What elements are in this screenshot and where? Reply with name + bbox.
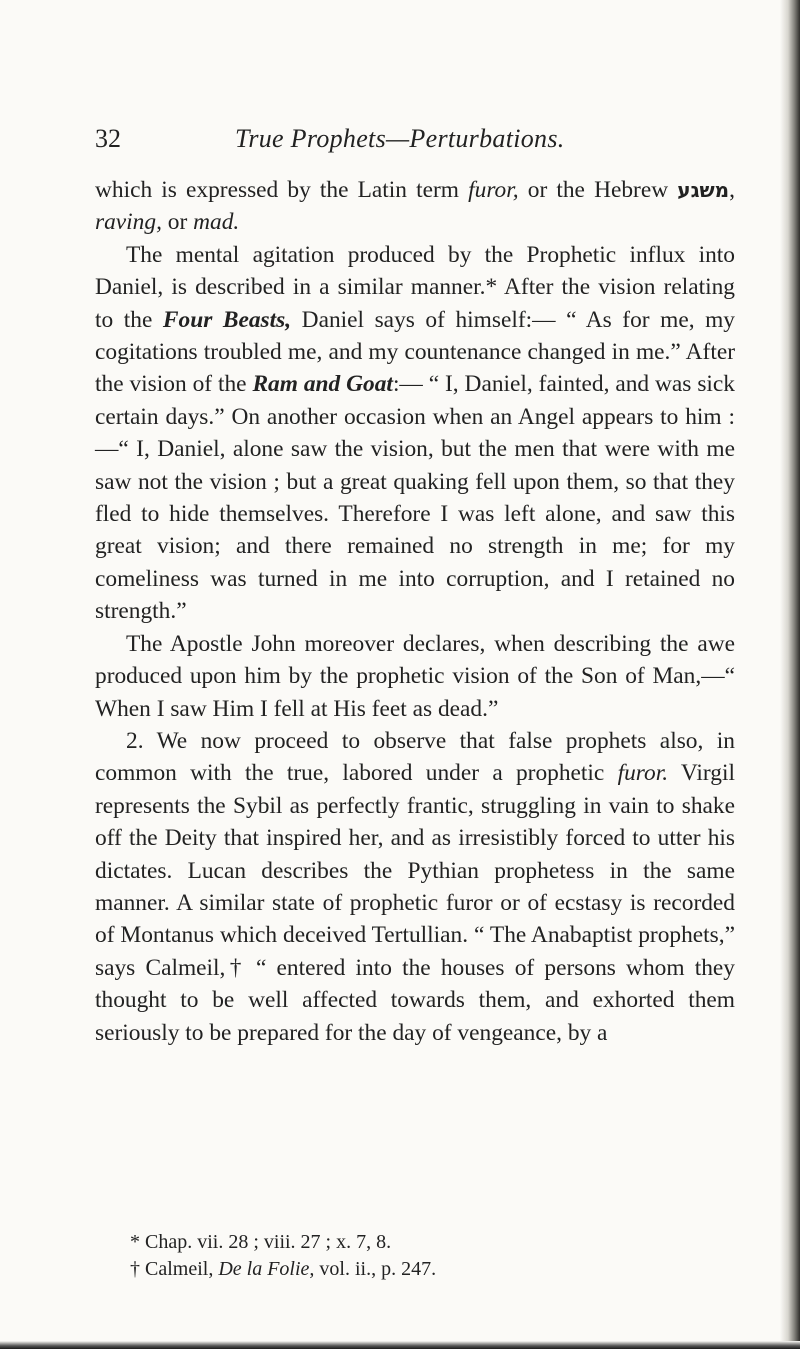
hebrew-word: משגע xyxy=(677,178,730,202)
footnote-1: * Chap. vii. 28 ; viii. 27 ; x. 7, 8. xyxy=(130,1231,392,1253)
page-header xyxy=(95,124,735,164)
footnotes xyxy=(130,1229,730,1283)
body-text xyxy=(95,174,735,1049)
running-head: True Prophets—Perturbations. xyxy=(235,124,565,153)
page-number: 32 xyxy=(95,124,121,153)
paragraph-1: which is expressed by the Latin term furor, or the Hebrew משגע, raving, or mad. xyxy=(95,177,736,236)
footnote-2: † Calmeil, De la Folie, vol. ii., p. 247. xyxy=(130,1258,437,1280)
paragraph-3: The Apostle John moreover declares, when describing the awe produced upon him by the prophetic vision of the Son of Man,—“ When I saw Him I fell at His feet as dead.” xyxy=(95,630,735,722)
page-edge-shadow xyxy=(780,0,800,1349)
paragraph-2: The mental agitation produced by the Prophetic influx into Daniel, is described in a similar manner.* After the vision relating to the Four Beasts, Daniel says of himself:— “ As for me, my cogitations troubled me, and my countenance changed in me.” After the vision of the Ram and Goat:— “ I, Daniel, fainted, and was sick certain days.” On another occasion when an Angel appears to him :—“ I, Daniel, alone saw the vision, but the men that were with me saw not the vision ; but a great quaking fell upon them, so that they fled to hide themselves. Therefore I was left alone, and saw this great vision; and there remained no strength in me; for my comeliness was turned in me into corruption, and I retained no strength.” xyxy=(95,241,735,625)
paragraph-4: 2. We now proceed to observe that false prophets also, in common with the true, labored under a prophetic furor. Virgil represents the Sybil as perfectly frantic, struggling in vain to shake off the Deity that inspired her, and as irresistibly forced to utter his dictates. Lucan describes the Pythian prophetess in the same manner. A similar state of prophetic furor or of ecstasy is recorded of Montanus which deceived Tertullian. “ The Anabaptist prophets,” says Calmeil,† “ entered into the houses of persons whom they thought to be well affected towards them, and exhorted them seriously to be prepared for the day of vengeance, by a xyxy=(95,727,735,1046)
page-bottom-edge xyxy=(0,1341,800,1349)
